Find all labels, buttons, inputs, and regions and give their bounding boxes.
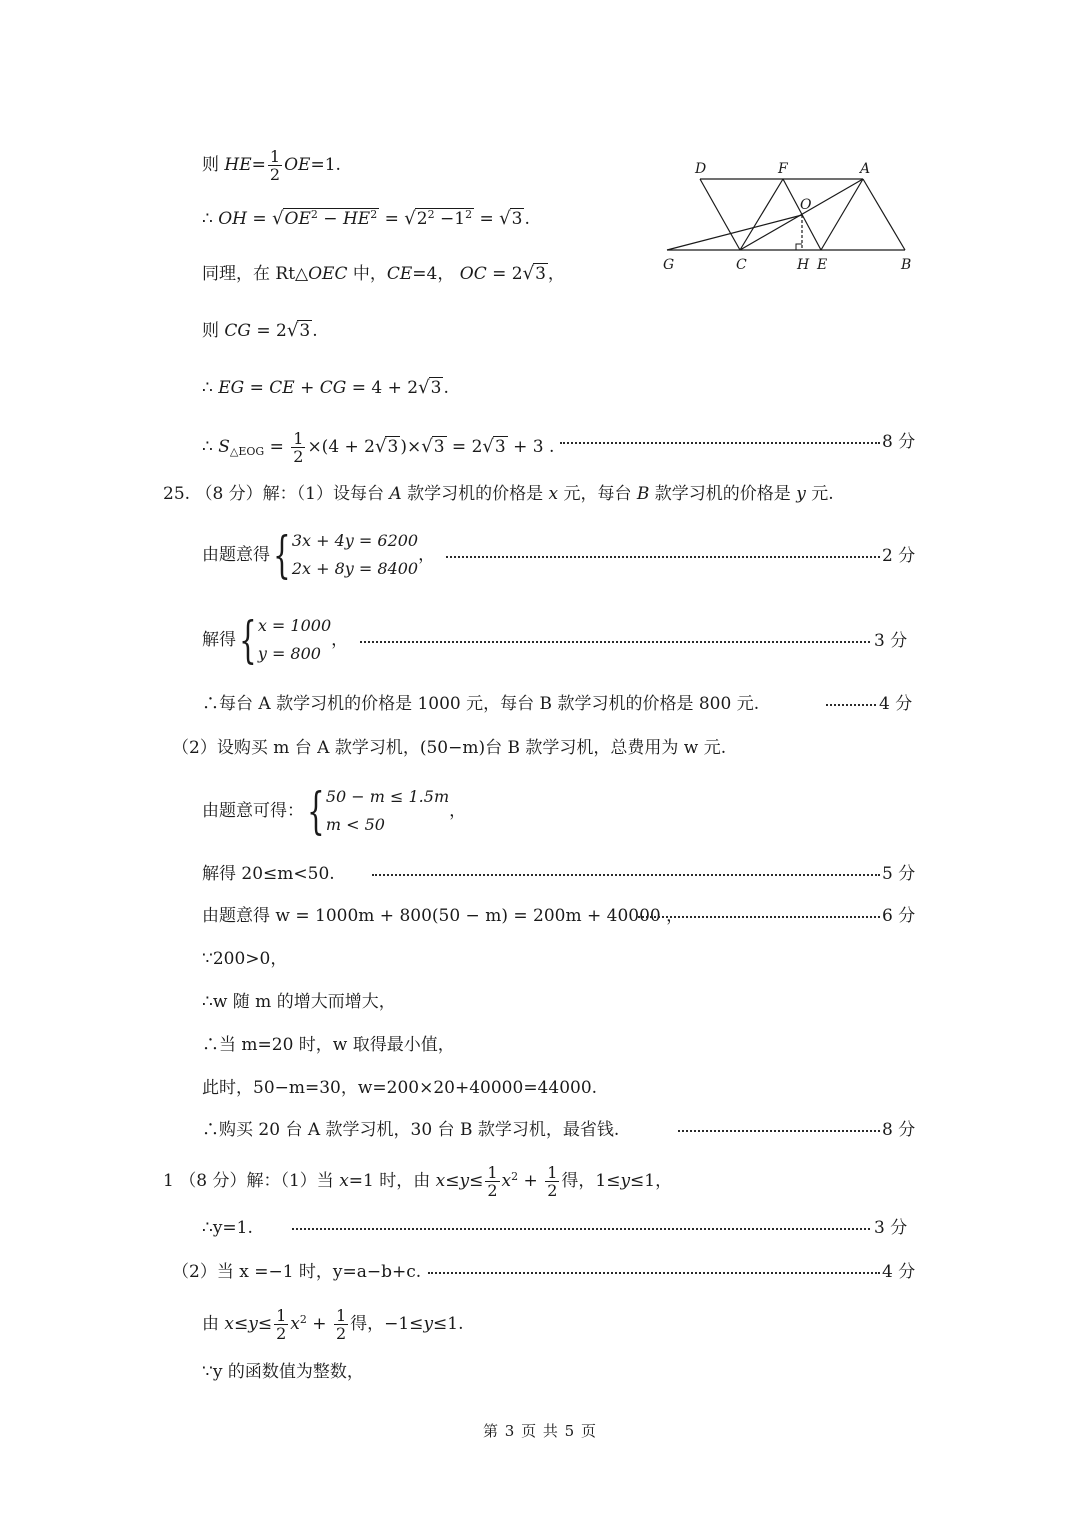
right-angle-mark	[796, 244, 802, 250]
w-equation: 由题意得 w = 1000m + 800(50 − m) = 200m + 40000 ，	[202, 906, 684, 926]
dot-leader	[360, 641, 870, 643]
label-g: G	[663, 257, 675, 273]
part-2b: （2）当 x =−1 时，y=a−b+c.	[172, 1262, 422, 1282]
label-c: C	[736, 257, 747, 273]
page-footer: 第 3 页 共 5 页	[483, 1422, 597, 1440]
solve-5: 解得 20≤m<50.	[202, 864, 335, 884]
because-1: ∵200>0，	[202, 949, 288, 969]
geometry-figure	[655, 152, 925, 282]
q25-header: 25. （8 分）解：（1）设每台 A 款学习机的价格是 x 元，每台 B 款学习机的价格是 y 元.	[163, 484, 834, 504]
line-ab	[863, 179, 905, 250]
fraction-half: $\frac{1}{2}$	[269, 147, 281, 184]
line-fc	[740, 179, 783, 250]
line-eg: ∴ EG = CE + CG = 4 + 2√3 .	[202, 377, 449, 398]
dot-leader	[372, 874, 880, 876]
q26-header: 1 （8 分）解：（1）当 x=1 时，由 x≤y≤ $\frac{1}{2}$ $x^2$ + $\frac{1}{2}$ 得，1≤y≤1，	[163, 1163, 673, 1200]
system-1: 由题意得 { 3x + 4y = 6200 2x + 8y = 8400 ，	[202, 526, 436, 584]
score-5: 5 分	[882, 864, 916, 884]
score-3b: 3 分	[874, 1218, 908, 1238]
min-line: ∴当 m=20 时，w 取得最小值，	[202, 1035, 455, 1055]
score-4a: 4 分	[879, 694, 913, 714]
dot-leader	[638, 916, 880, 918]
score-8a: 8 分	[882, 432, 916, 452]
line-cg: 则 CG = 2√3 .	[202, 320, 318, 341]
label-b: B	[901, 257, 912, 273]
system-3: 由题意可得： { 50 − m ≤ 1.5m m < 50 ，	[202, 782, 467, 840]
label-f: F	[778, 161, 788, 177]
dot-leader	[292, 1228, 870, 1230]
score-8b: 8 分	[882, 1120, 916, 1140]
y-equals-1: ∴y=1.	[202, 1218, 253, 1238]
label-e: E	[817, 257, 828, 273]
line-go	[667, 215, 802, 250]
line-oh: ∴ OH = $√OE^2 - HE^2 = √2^2 -1^2 = √3$ .	[202, 208, 530, 229]
label-a: A	[860, 161, 871, 177]
dot-leader	[560, 442, 880, 444]
conclusion-1: ∴每台 A 款学习机的价格是 1000 元，每台 B 款学习机的价格是 800 元.	[202, 694, 760, 714]
dot-leader	[678, 1130, 880, 1132]
dot-leader	[826, 704, 876, 706]
at-this-line: 此时，50−m=30，w=200×20+40000=44000.	[202, 1078, 598, 1098]
score-4b: 4 分	[882, 1262, 916, 1282]
line-he: 则 HE= $\frac{1}{2}$ OE=1.	[202, 147, 341, 184]
line-ac	[740, 179, 863, 250]
line-ae	[821, 179, 863, 250]
dot-leader	[428, 1272, 880, 1274]
label-d: D	[695, 161, 707, 177]
part-2: （2）设购买 m 台 A 款学习机，(50−m)台 B 款学习机，总费用为 w 元.	[172, 738, 727, 758]
score-3a: 3 分	[874, 631, 908, 651]
because-2: ∵y 的函数值为整数，	[202, 1362, 364, 1382]
buy-line: ∴购买 20 台 A 款学习机，30 台 B 款学习机，最省钱.	[202, 1120, 620, 1140]
label-o: O	[800, 197, 812, 213]
system-2: 解得 { x = 1000 y = 800 ，	[202, 611, 349, 669]
line-area: ∴ $S_{\triangle EOG}$ = $\frac{1}{2}$ ×(4 + 2√3 )×√3 = 2√3 + 3 .	[202, 429, 555, 466]
dot-leader	[446, 556, 880, 558]
increase-line: ∴w 随 m 的增大而增大，	[202, 992, 396, 1012]
label-h: H	[797, 257, 810, 273]
inequality-2: 由 x≤y≤ $\frac{1}{2}$ $x^2$ + $\frac{1}{2}$ 得，−1≤y≤1.	[202, 1306, 464, 1343]
line-oec: 同理，在 Rt△OEC 中，CE=4， OC = 2√3 ，	[202, 263, 565, 284]
score-6: 6 分	[882, 906, 916, 926]
score-2: 2 分	[882, 546, 916, 566]
